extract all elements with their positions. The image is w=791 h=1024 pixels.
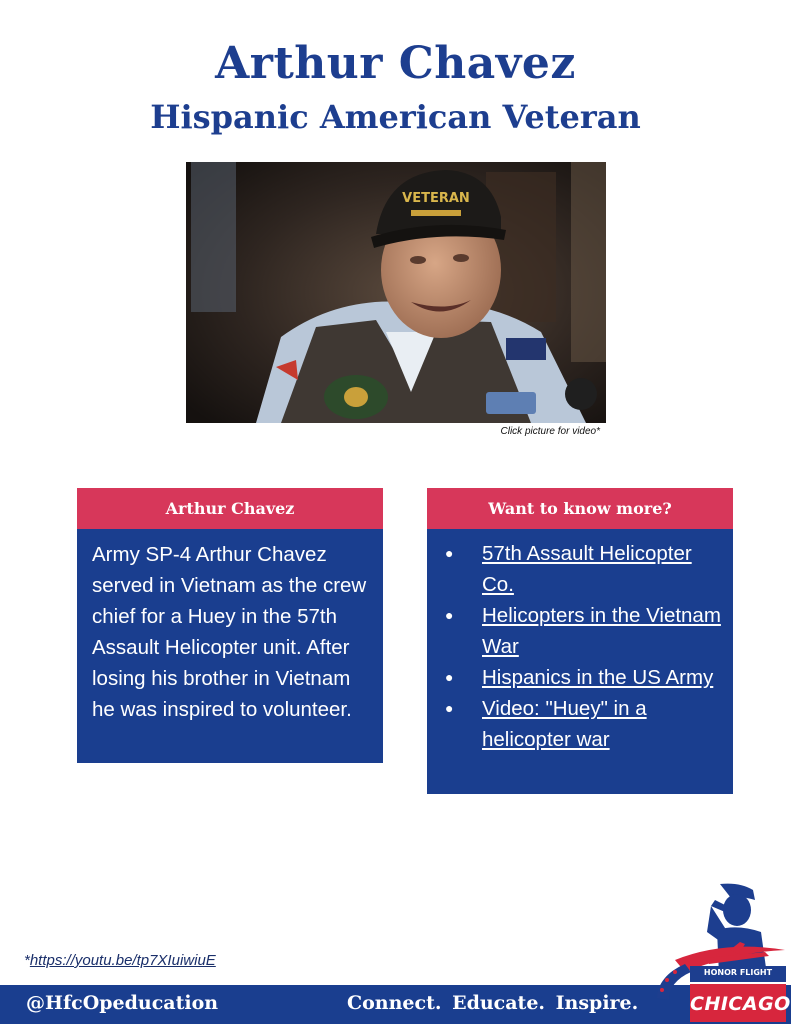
veteran-portrait-illustration: [186, 162, 606, 423]
video-footnote: [24, 952, 216, 969]
bio-card-heading: Arthur Chavez: [77, 488, 383, 529]
logo-text-chicago: CHICAGO: [690, 993, 791, 1015]
photo-caption: Click picture for video*: [500, 426, 600, 437]
social-handle: @HfcOpeducation: [26, 992, 219, 1014]
link-helicopters-vietnam-war[interactable]: Helicopters in the Vietnam War: [482, 604, 721, 658]
resources-card: [427, 488, 733, 794]
list-item: [445, 538, 723, 600]
link-hispanics-us-army[interactable]: Hispanics in the US Army: [482, 666, 714, 689]
footnote-marker: *: [24, 952, 30, 969]
logo-text-honor-flight: HONOR FLIGHT: [703, 968, 773, 977]
list-item: [445, 600, 723, 662]
bio-card-text: Army SP-4 Arthur Chavez served in Vietnam as the crew chief for a Huey in the 57th Assault Helicopter unit. After losing his brother in Vietnam he was inspired to volunteer.: [92, 543, 367, 721]
list-item: [445, 662, 723, 693]
resources-list: [427, 529, 733, 755]
bio-card: [77, 488, 383, 763]
list-item: [445, 693, 723, 755]
page-title: Arthur Chavez: [215, 38, 576, 89]
page-subtitle: Hispanic American Veteran: [150, 98, 641, 136]
resources-card-heading: Want to know more?: [427, 488, 733, 529]
footer-tagline: Connect. Educate. Inspire.: [347, 992, 639, 1014]
veteran-video-photo[interactable]: [186, 162, 606, 423]
svg-text:VETERAN: VETERAN: [402, 191, 470, 206]
video-url-link[interactable]: https://youtu.be/tp7XIuiwiuE: [29, 952, 216, 969]
link-huey-video[interactable]: Video: "Huey" in a helicopter war: [482, 697, 647, 751]
link-57th-assault-helicopter[interactable]: 57th Assault Helicopter Co.: [482, 542, 692, 596]
